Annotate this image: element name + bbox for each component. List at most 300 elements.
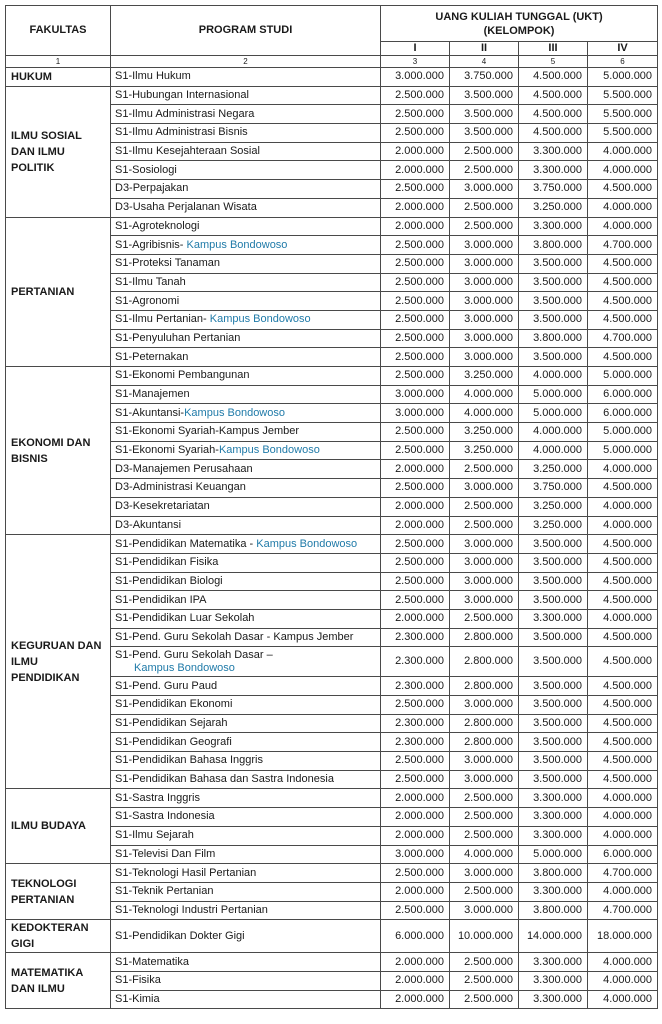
program-name: S1-Ilmu Kesejahteraan Sosial — [115, 145, 260, 158]
fee-group-3: 3.500.000 — [519, 770, 588, 789]
program-studi-cell — [111, 733, 381, 752]
fee-group-3: 3.300.000 — [519, 808, 588, 827]
program-name: S1-Ilmu Pertanian- — [115, 313, 210, 326]
fee-group-2: 2.500.000 — [450, 971, 519, 990]
fee-group-4: 4.000.000 — [588, 826, 658, 845]
fee-group-4: 4.000.000 — [588, 609, 658, 628]
program-studi-cell — [111, 198, 381, 217]
program-studi-cell — [111, 423, 381, 442]
fee-group-2: 3.000.000 — [450, 535, 519, 554]
fee-group-3: 3.500.000 — [519, 553, 588, 572]
fee-group-1: 2.000.000 — [381, 198, 450, 217]
fee-group-4: 4.000.000 — [588, 497, 658, 516]
column-number: 3 — [381, 56, 450, 68]
program-name: S1-Pend. Guru Sekolah Dasar - Kampus Jember — [115, 630, 354, 643]
fee-group-4: 5.500.000 — [588, 86, 658, 105]
program-name: S1-Ekonomi Syariah- — [115, 444, 219, 457]
program-name: S1-Pend. Guru Sekolah Dasar – — [115, 648, 273, 661]
program-name: S1-Pendidikan Bahasa Inggris — [115, 754, 263, 767]
fee-group-2: 2.800.000 — [450, 628, 519, 647]
fee-group-1: 3.000.000 — [381, 385, 450, 404]
fee-group-2: 4.000.000 — [450, 385, 519, 404]
fee-group-4: 6.000.000 — [588, 845, 658, 864]
fee-group-4: 4.500.000 — [588, 553, 658, 572]
header-ukt-line1: UANG KULIAH TUNGGAL (UKT) — [435, 10, 603, 23]
fee-group-1: 2.500.000 — [381, 752, 450, 771]
program-name: S1-Sosiologi — [115, 163, 177, 176]
fee-group-2: 2.500.000 — [450, 161, 519, 180]
fee-group-2: 2.500.000 — [450, 609, 519, 628]
fee-group-2: 2.500.000 — [450, 497, 519, 516]
fee-group-4: 4.500.000 — [588, 535, 658, 554]
program-studi-cell — [111, 460, 381, 479]
fee-group-1: 2.500.000 — [381, 423, 450, 442]
program-studi-cell — [111, 348, 381, 367]
fee-group-4: 4.000.000 — [588, 161, 658, 180]
program-studi-cell — [111, 752, 381, 771]
fee-group-1: 2.500.000 — [381, 696, 450, 715]
header-group-1: I — [381, 42, 450, 56]
program-studi-cell — [111, 826, 381, 845]
program-name: S1-Agronomi — [115, 294, 180, 307]
fee-group-4: 4.500.000 — [588, 677, 658, 696]
fee-group-4: 6.000.000 — [588, 385, 658, 404]
program-name: S1-Proteksi Tanaman — [115, 257, 220, 270]
fee-group-3: 3.500.000 — [519, 677, 588, 696]
header-program-studi: PROGRAM STUDI — [111, 6, 381, 56]
program-name: S1-Pend. Guru Paud — [115, 679, 218, 692]
campus-label: Kampus Bondowoso — [184, 406, 285, 419]
program-name: S1-Pendidikan Geografi — [115, 735, 232, 748]
fee-group-2: 2.800.000 — [450, 733, 519, 752]
fee-group-2: 3.250.000 — [450, 423, 519, 442]
fee-group-3: 3.300.000 — [519, 142, 588, 161]
fee-group-2: 2.500.000 — [450, 516, 519, 535]
fee-group-1: 2.000.000 — [381, 789, 450, 808]
program-name: S1-Teknologi Hasil Pertanian — [115, 866, 257, 879]
fee-group-1: 2.500.000 — [381, 348, 450, 367]
program-name: S1-Pendidikan Luar Sekolah — [115, 612, 255, 625]
fee-group-2: 2.500.000 — [450, 198, 519, 217]
program-studi-cell — [111, 808, 381, 827]
fee-group-2: 3.000.000 — [450, 752, 519, 771]
header-group-4: IV — [588, 42, 658, 56]
fee-group-3: 4.000.000 — [519, 441, 588, 460]
program-studi-cell — [111, 254, 381, 273]
fee-group-2: 3.000.000 — [450, 696, 519, 715]
fee-group-4: 4.000.000 — [588, 217, 658, 236]
program-name: S1-Ekonomi Syariah-Kampus Jember — [115, 425, 300, 438]
program-studi-cell — [111, 953, 381, 972]
fee-group-2: 4.000.000 — [450, 404, 519, 423]
fee-group-3: 3.500.000 — [519, 348, 588, 367]
fee-group-1: 2.500.000 — [381, 236, 450, 255]
fee-group-3: 4.000.000 — [519, 367, 588, 386]
table-row — [6, 864, 658, 883]
fee-group-4: 4.500.000 — [588, 273, 658, 292]
fee-group-1: 2.500.000 — [381, 292, 450, 311]
program-name: S1-Pendidikan Dokter Gigi — [115, 929, 245, 942]
fee-group-1: 3.000.000 — [381, 845, 450, 864]
fee-group-2: 2.500.000 — [450, 826, 519, 845]
fee-group-4: 4.000.000 — [588, 971, 658, 990]
program-name: S1-Agribisnis- — [115, 238, 187, 251]
table-row — [6, 367, 658, 386]
fee-group-3: 3.500.000 — [519, 535, 588, 554]
fee-group-4: 5.000.000 — [588, 367, 658, 386]
fee-group-4: 4.500.000 — [588, 348, 658, 367]
program-studi-cell — [111, 714, 381, 733]
program-studi-cell — [111, 217, 381, 236]
table-row — [6, 86, 658, 105]
program-name: S1-Ilmu Tanah — [115, 275, 186, 288]
faculty-name: PERTANIAN — [6, 217, 111, 367]
fee-group-3: 4.500.000 — [519, 86, 588, 105]
fee-group-1: 2.000.000 — [381, 882, 450, 901]
program-studi-cell — [111, 516, 381, 535]
program-studi-cell — [111, 696, 381, 715]
fee-group-3: 4.500.000 — [519, 124, 588, 143]
program-name: S1-Ilmu Administrasi Bisnis — [115, 126, 248, 139]
fee-group-4: 4.500.000 — [588, 479, 658, 498]
fee-group-2: 3.000.000 — [450, 254, 519, 273]
column-number: 4 — [450, 56, 519, 68]
fee-group-3: 3.750.000 — [519, 479, 588, 498]
ukt-table — [5, 5, 658, 1009]
faculty-name: ILMU BUDAYA — [6, 789, 111, 864]
fee-group-3: 5.000.000 — [519, 385, 588, 404]
program-studi-cell — [111, 292, 381, 311]
fee-group-2: 3.250.000 — [450, 441, 519, 460]
fee-group-3: 3.500.000 — [519, 572, 588, 591]
program-studi-cell — [111, 882, 381, 901]
program-studi-cell — [111, 404, 381, 423]
program-name: D3-Manajemen Perusahaan — [115, 462, 253, 475]
fee-group-4: 4.700.000 — [588, 236, 658, 255]
header-group-3: III — [519, 42, 588, 56]
program-studi-cell — [111, 273, 381, 292]
fee-group-3: 4.000.000 — [519, 423, 588, 442]
fee-group-2: 2.500.000 — [450, 808, 519, 827]
fee-group-3: 14.000.000 — [519, 920, 588, 953]
fee-group-1: 3.000.000 — [381, 68, 450, 87]
program-name: S1-Televisi Dan Film — [115, 847, 216, 860]
program-studi-cell — [111, 479, 381, 498]
fee-group-1: 2.500.000 — [381, 770, 450, 789]
fee-group-4: 4.500.000 — [588, 733, 658, 752]
fee-group-3: 3.500.000 — [519, 696, 588, 715]
table-row — [6, 535, 658, 554]
fee-group-4: 4.000.000 — [588, 882, 658, 901]
column-number: 6 — [588, 56, 658, 68]
fee-group-4: 4.700.000 — [588, 329, 658, 348]
fee-group-3: 3.500.000 — [519, 628, 588, 647]
program-name: D3-Usaha Perjalanan Wisata — [115, 201, 257, 214]
fee-group-3: 3.300.000 — [519, 953, 588, 972]
fee-group-2: 2.800.000 — [450, 714, 519, 733]
program-name: S1-Matematika — [115, 955, 189, 968]
fee-group-3: 3.500.000 — [519, 647, 588, 677]
program-name: D3-Administrasi Keuangan — [115, 481, 246, 494]
fee-group-4: 4.500.000 — [588, 714, 658, 733]
fee-group-1: 2.300.000 — [381, 714, 450, 733]
program-studi-cell — [111, 68, 381, 87]
program-name: S1-Teknologi Industri Pertanian — [115, 903, 268, 916]
campus-label: Kampus Bondowoso — [186, 238, 288, 251]
fee-group-1: 2.500.000 — [381, 901, 450, 920]
campus-label: Kampus Bondowoso — [134, 661, 235, 674]
program-studi-cell — [111, 236, 381, 255]
fee-group-3: 3.500.000 — [519, 292, 588, 311]
fee-group-2: 3.000.000 — [450, 292, 519, 311]
program-studi-cell — [111, 971, 381, 990]
fee-group-4: 4.000.000 — [588, 990, 658, 1009]
program-studi-cell — [111, 105, 381, 124]
program-studi-cell — [111, 385, 381, 404]
faculty-name: HUKUM — [6, 68, 111, 87]
program-name: D3-Akuntansi — [115, 518, 182, 531]
fee-group-3: 3.300.000 — [519, 217, 588, 236]
program-studi-cell — [111, 553, 381, 572]
program-studi-cell — [111, 901, 381, 920]
program-name: S1-Akuntansi- — [115, 406, 185, 419]
fee-group-2: 3.000.000 — [450, 236, 519, 255]
fee-group-3: 4.500.000 — [519, 68, 588, 87]
program-name: S1-Ilmu Sejarah — [115, 829, 194, 842]
fee-group-1: 2.500.000 — [381, 479, 450, 498]
fee-group-4: 4.000.000 — [588, 789, 658, 808]
fee-group-4: 4.500.000 — [588, 696, 658, 715]
table-row — [6, 953, 658, 972]
header-group-2: II — [450, 42, 519, 56]
program-studi-cell — [111, 990, 381, 1009]
program-studi-cell — [111, 367, 381, 386]
fee-group-2: 3.000.000 — [450, 479, 519, 498]
program-name: S1-Penyuluhan Pertanian — [115, 331, 241, 344]
fee-group-1: 2.000.000 — [381, 826, 450, 845]
fee-group-2: 2.500.000 — [450, 789, 519, 808]
fee-group-1: 2.300.000 — [381, 733, 450, 752]
fee-group-2: 2.500.000 — [450, 990, 519, 1009]
fee-group-1: 2.000.000 — [381, 516, 450, 535]
fee-group-1: 2.000.000 — [381, 161, 450, 180]
fee-group-4: 4.500.000 — [588, 628, 658, 647]
fee-group-2: 2.800.000 — [450, 677, 519, 696]
fee-group-2: 3.500.000 — [450, 105, 519, 124]
fee-group-1: 2.300.000 — [381, 647, 450, 677]
fee-group-2: 2.500.000 — [450, 460, 519, 479]
program-name: S1-Kimia — [115, 992, 160, 1005]
fee-group-3: 3.800.000 — [519, 901, 588, 920]
fee-group-4: 4.000.000 — [588, 198, 658, 217]
program-studi-cell — [111, 789, 381, 808]
fee-group-1: 2.000.000 — [381, 990, 450, 1009]
program-studi-cell — [111, 329, 381, 348]
program-name: S1-Pendidikan Biologi — [115, 574, 223, 587]
fee-group-1: 2.000.000 — [381, 142, 450, 161]
program-name: S1-Ilmu Hukum — [115, 70, 191, 83]
fee-group-1: 2.300.000 — [381, 677, 450, 696]
fee-group-2: 2.500.000 — [450, 217, 519, 236]
fee-group-3: 3.500.000 — [519, 273, 588, 292]
fee-group-1: 6.000.000 — [381, 920, 450, 953]
fee-group-2: 3.000.000 — [450, 329, 519, 348]
header-ukt — [381, 6, 658, 42]
fee-group-2: 3.500.000 — [450, 86, 519, 105]
fee-group-1: 2.500.000 — [381, 553, 450, 572]
fee-group-1: 2.500.000 — [381, 864, 450, 883]
program-studi-cell — [111, 591, 381, 610]
fee-group-3: 3.500.000 — [519, 310, 588, 329]
fee-group-1: 2.000.000 — [381, 971, 450, 990]
fee-group-2: 2.800.000 — [450, 647, 519, 677]
column-number: 2 — [111, 56, 381, 68]
faculty-name: KEGURUAN DAN ILMU PENDIDIKAN — [6, 535, 111, 789]
fee-group-1: 2.000.000 — [381, 953, 450, 972]
fee-group-3: 5.000.000 — [519, 845, 588, 864]
fee-group-1: 2.500.000 — [381, 572, 450, 591]
fee-group-3: 3.300.000 — [519, 990, 588, 1009]
fee-group-3: 5.000.000 — [519, 404, 588, 423]
fee-group-1: 3.000.000 — [381, 404, 450, 423]
fee-group-2: 2.500.000 — [450, 142, 519, 161]
program-studi-cell — [111, 535, 381, 554]
fee-group-1: 2.300.000 — [381, 628, 450, 647]
fee-group-3: 3.300.000 — [519, 826, 588, 845]
fee-group-4: 5.000.000 — [588, 441, 658, 460]
fee-group-2: 3.250.000 — [450, 367, 519, 386]
fee-group-4: 4.500.000 — [588, 572, 658, 591]
program-studi-cell — [111, 647, 381, 677]
fee-group-3: 3.300.000 — [519, 971, 588, 990]
table-row — [6, 920, 658, 953]
fee-group-4: 4.700.000 — [588, 864, 658, 883]
program-name: S1-Pendidikan Sejarah — [115, 717, 228, 730]
fee-group-1: 2.000.000 — [381, 808, 450, 827]
table-row — [6, 68, 658, 87]
program-studi-cell — [111, 770, 381, 789]
fee-group-2: 3.000.000 — [450, 572, 519, 591]
fee-group-4: 4.700.000 — [588, 901, 658, 920]
fee-group-1: 2.500.000 — [381, 105, 450, 124]
program-name: S1-Pendidikan Ekonomi — [115, 698, 233, 711]
header-fakultas: FAKULTAS — [6, 6, 111, 56]
program-studi-cell — [111, 845, 381, 864]
fee-group-4: 18.000.000 — [588, 920, 658, 953]
program-studi-cell — [111, 441, 381, 460]
fee-group-4: 5.000.000 — [588, 423, 658, 442]
fee-group-4: 4.500.000 — [588, 752, 658, 771]
program-name: S1-Pendidikan Fisika — [115, 556, 219, 569]
fee-group-2: 3.000.000 — [450, 310, 519, 329]
fee-group-3: 3.500.000 — [519, 714, 588, 733]
fee-group-4: 4.500.000 — [588, 770, 658, 789]
fee-group-3: 3.250.000 — [519, 460, 588, 479]
fee-group-3: 3.750.000 — [519, 180, 588, 199]
program-studi-cell — [111, 609, 381, 628]
program-studi-cell — [111, 142, 381, 161]
fee-group-3: 3.800.000 — [519, 329, 588, 348]
fee-group-3: 3.300.000 — [519, 882, 588, 901]
program-studi-cell — [111, 864, 381, 883]
fee-group-4: 4.500.000 — [588, 591, 658, 610]
program-name: S1-Manajemen — [115, 388, 190, 401]
fee-group-4: 4.000.000 — [588, 516, 658, 535]
column-number: 5 — [519, 56, 588, 68]
faculty-name: EKONOMI DAN BISNIS — [6, 367, 111, 535]
fee-group-2: 2.500.000 — [450, 882, 519, 901]
fee-group-2: 3.750.000 — [450, 68, 519, 87]
program-studi-cell — [111, 161, 381, 180]
fee-group-1: 2.500.000 — [381, 535, 450, 554]
fee-group-2: 3.500.000 — [450, 124, 519, 143]
fee-group-3: 3.500.000 — [519, 254, 588, 273]
fee-group-1: 2.500.000 — [381, 254, 450, 273]
fee-group-2: 3.000.000 — [450, 273, 519, 292]
column-number: 1 — [6, 56, 111, 68]
fee-group-1: 2.000.000 — [381, 217, 450, 236]
fee-group-2: 3.000.000 — [450, 591, 519, 610]
fee-group-3: 3.800.000 — [519, 236, 588, 255]
fee-group-2: 4.000.000 — [450, 845, 519, 864]
fee-group-1: 2.500.000 — [381, 329, 450, 348]
fee-group-1: 2.500.000 — [381, 367, 450, 386]
fee-group-3: 3.250.000 — [519, 198, 588, 217]
fee-group-2: 10.000.000 — [450, 920, 519, 953]
table-row — [6, 789, 658, 808]
fee-group-4: 4.500.000 — [588, 180, 658, 199]
fee-group-3: 4.500.000 — [519, 105, 588, 124]
fee-group-4: 4.000.000 — [588, 460, 658, 479]
faculty-name: KEDOKTERAN GIGI — [6, 920, 111, 953]
header-ukt-line2: (KELOMPOK) — [483, 24, 555, 37]
fee-group-1: 2.500.000 — [381, 591, 450, 610]
fee-group-2: 3.000.000 — [450, 864, 519, 883]
fee-group-1: 2.000.000 — [381, 609, 450, 628]
fee-group-3: 3.300.000 — [519, 789, 588, 808]
fee-group-2: 3.000.000 — [450, 348, 519, 367]
fee-group-1: 2.000.000 — [381, 460, 450, 479]
program-studi-cell — [111, 180, 381, 199]
program-name: S1-Sastra Indonesia — [115, 810, 215, 823]
fee-group-4: 5.500.000 — [588, 124, 658, 143]
fee-group-3: 3.300.000 — [519, 161, 588, 180]
program-studi-cell — [111, 310, 381, 329]
program-name: S1-Agroteknologi — [115, 219, 200, 232]
fee-group-1: 2.500.000 — [381, 310, 450, 329]
fee-group-4: 4.500.000 — [588, 254, 658, 273]
program-name: S1-Pendidikan Matematika - — [115, 537, 257, 550]
fee-group-3: 3.300.000 — [519, 609, 588, 628]
program-studi-cell — [111, 920, 381, 953]
fee-group-1: 2.000.000 — [381, 497, 450, 516]
fee-group-4: 4.500.000 — [588, 292, 658, 311]
program-name: S1-Peternakan — [115, 350, 189, 363]
program-name: S1-Sastra Inggris — [115, 791, 200, 804]
program-name: D3-Perpajakan — [115, 182, 189, 195]
program-studi-cell — [111, 124, 381, 143]
fee-group-3: 3.250.000 — [519, 516, 588, 535]
program-studi-cell — [111, 497, 381, 516]
fee-group-4: 4.000.000 — [588, 808, 658, 827]
program-name: S1-Fisika — [115, 974, 161, 987]
fee-group-1: 2.500.000 — [381, 86, 450, 105]
program-name: D3-Kesekretariatan — [115, 500, 210, 513]
program-studi-cell — [111, 572, 381, 591]
fee-group-1: 2.500.000 — [381, 180, 450, 199]
fee-group-4: 4.000.000 — [588, 142, 658, 161]
fee-group-1: 2.500.000 — [381, 441, 450, 460]
